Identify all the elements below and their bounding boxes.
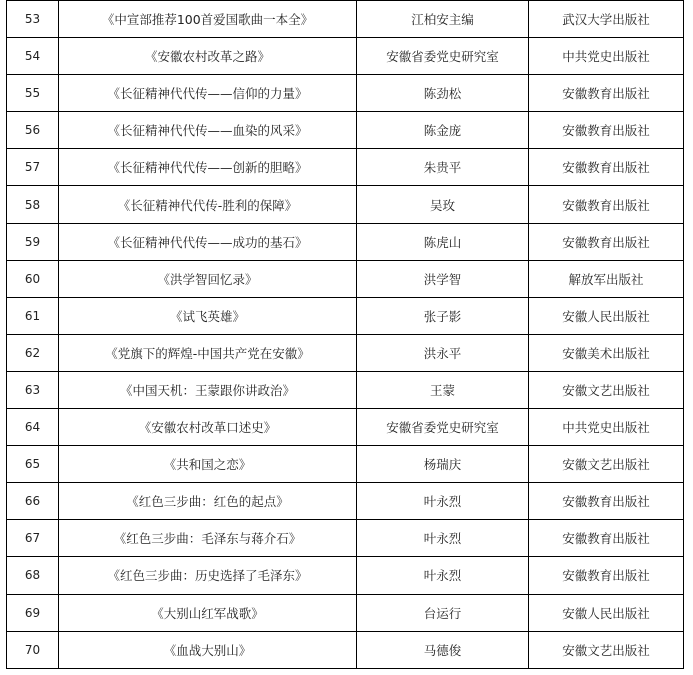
book-title-cell: 《红色三步曲：红色的起点》 [59, 483, 357, 520]
table-row [7, 297, 684, 334]
publisher-cell: 安徽教育出版社 [529, 112, 684, 149]
book-title-cell: 《长征精神代代传——信仰的力量》 [59, 75, 357, 112]
row-number-cell: 59 [7, 223, 59, 260]
table-row [7, 334, 684, 371]
row-number-cell: 54 [7, 38, 59, 75]
author-cell: 江柏安主编 [357, 1, 529, 38]
table-row [7, 409, 684, 446]
row-number-cell: 57 [7, 149, 59, 186]
publisher-cell: 安徽美术出版社 [529, 334, 684, 371]
book-title-cell: 《红色三步曲：毛泽东与蒋介石》 [59, 520, 357, 557]
author-cell: 洪学智 [357, 260, 529, 297]
book-title-cell: 《试飞英雄》 [59, 297, 357, 334]
book-list-table [6, 0, 684, 669]
table-row [7, 483, 684, 520]
author-cell: 陈虎山 [357, 223, 529, 260]
table-row [7, 520, 684, 557]
row-number-cell: 65 [7, 446, 59, 483]
book-title-cell: 《长征精神代代传——血染的风采》 [59, 112, 357, 149]
row-number-cell: 68 [7, 557, 59, 594]
row-number-cell: 55 [7, 75, 59, 112]
table-row [7, 260, 684, 297]
book-title-cell: 《血战大别山》 [59, 631, 357, 668]
publisher-cell: 安徽人民出版社 [529, 594, 684, 631]
book-title-cell: 《中国天机：王蒙跟你讲政治》 [59, 371, 357, 408]
author-cell: 叶永烈 [357, 520, 529, 557]
row-number-cell: 69 [7, 594, 59, 631]
publisher-cell: 安徽人民出版社 [529, 297, 684, 334]
author-cell: 安徽省委党史研究室 [357, 38, 529, 75]
author-cell: 安徽省委党史研究室 [357, 409, 529, 446]
publisher-cell: 安徽教育出版社 [529, 483, 684, 520]
row-number-cell: 64 [7, 409, 59, 446]
author-cell: 叶永烈 [357, 483, 529, 520]
table-row [7, 594, 684, 631]
author-cell: 叶永烈 [357, 557, 529, 594]
book-title-cell: 《安徽农村改革之路》 [59, 38, 357, 75]
book-title-cell: 《党旗下的辉煌-中国共产党在安徽》 [59, 334, 357, 371]
table-row [7, 149, 684, 186]
table-row [7, 38, 684, 75]
author-cell: 台运行 [357, 594, 529, 631]
table-row [7, 75, 684, 112]
author-cell: 马德俊 [357, 631, 529, 668]
author-cell: 张子影 [357, 297, 529, 334]
publisher-cell: 安徽教育出版社 [529, 149, 684, 186]
author-cell: 洪永平 [357, 334, 529, 371]
publisher-cell: 安徽教育出版社 [529, 520, 684, 557]
publisher-cell: 中共党史出版社 [529, 409, 684, 446]
table-row [7, 1, 684, 38]
author-cell: 杨瑞庆 [357, 446, 529, 483]
author-cell: 吴玫 [357, 186, 529, 223]
table-row [7, 223, 684, 260]
table-row [7, 112, 684, 149]
row-number-cell: 70 [7, 631, 59, 668]
publisher-cell: 安徽教育出版社 [529, 557, 684, 594]
row-number-cell: 56 [7, 112, 59, 149]
book-title-cell: 《长征精神代代传——成功的基石》 [59, 223, 357, 260]
book-title-cell: 《长征精神代代传-胜利的保障》 [59, 186, 357, 223]
row-number-cell: 62 [7, 334, 59, 371]
book-title-cell: 《共和国之恋》 [59, 446, 357, 483]
publisher-cell: 中共党史出版社 [529, 38, 684, 75]
publisher-cell: 武汉大学出版社 [529, 1, 684, 38]
table-row [7, 371, 684, 408]
row-number-cell: 63 [7, 371, 59, 408]
publisher-cell: 安徽教育出版社 [529, 223, 684, 260]
table-body [7, 1, 684, 669]
book-title-cell: 《大别山红军战歌》 [59, 594, 357, 631]
author-cell: 王蒙 [357, 371, 529, 408]
book-title-cell: 《中宣部推荐100首爱国歌曲一本全》 [59, 1, 357, 38]
author-cell: 陈金庞 [357, 112, 529, 149]
book-title-cell: 《红色三步曲：历史选择了毛泽东》 [59, 557, 357, 594]
row-number-cell: 66 [7, 483, 59, 520]
row-number-cell: 58 [7, 186, 59, 223]
publisher-cell: 安徽文艺出版社 [529, 446, 684, 483]
row-number-cell: 61 [7, 297, 59, 334]
author-cell: 陈劲松 [357, 75, 529, 112]
row-number-cell: 67 [7, 520, 59, 557]
publisher-cell: 安徽文艺出版社 [529, 631, 684, 668]
publisher-cell: 安徽文艺出版社 [529, 371, 684, 408]
book-title-cell: 《长征精神代代传——创新的胆略》 [59, 149, 357, 186]
table-row [7, 446, 684, 483]
row-number-cell: 53 [7, 1, 59, 38]
table-row [7, 186, 684, 223]
publisher-cell: 安徽教育出版社 [529, 75, 684, 112]
row-number-cell: 60 [7, 260, 59, 297]
table-row [7, 557, 684, 594]
author-cell: 朱贵平 [357, 149, 529, 186]
publisher-cell: 解放军出版社 [529, 260, 684, 297]
publisher-cell: 安徽教育出版社 [529, 186, 684, 223]
book-title-cell: 《安徽农村改革口述史》 [59, 409, 357, 446]
table-row [7, 631, 684, 668]
book-title-cell: 《洪学智回忆录》 [59, 260, 357, 297]
